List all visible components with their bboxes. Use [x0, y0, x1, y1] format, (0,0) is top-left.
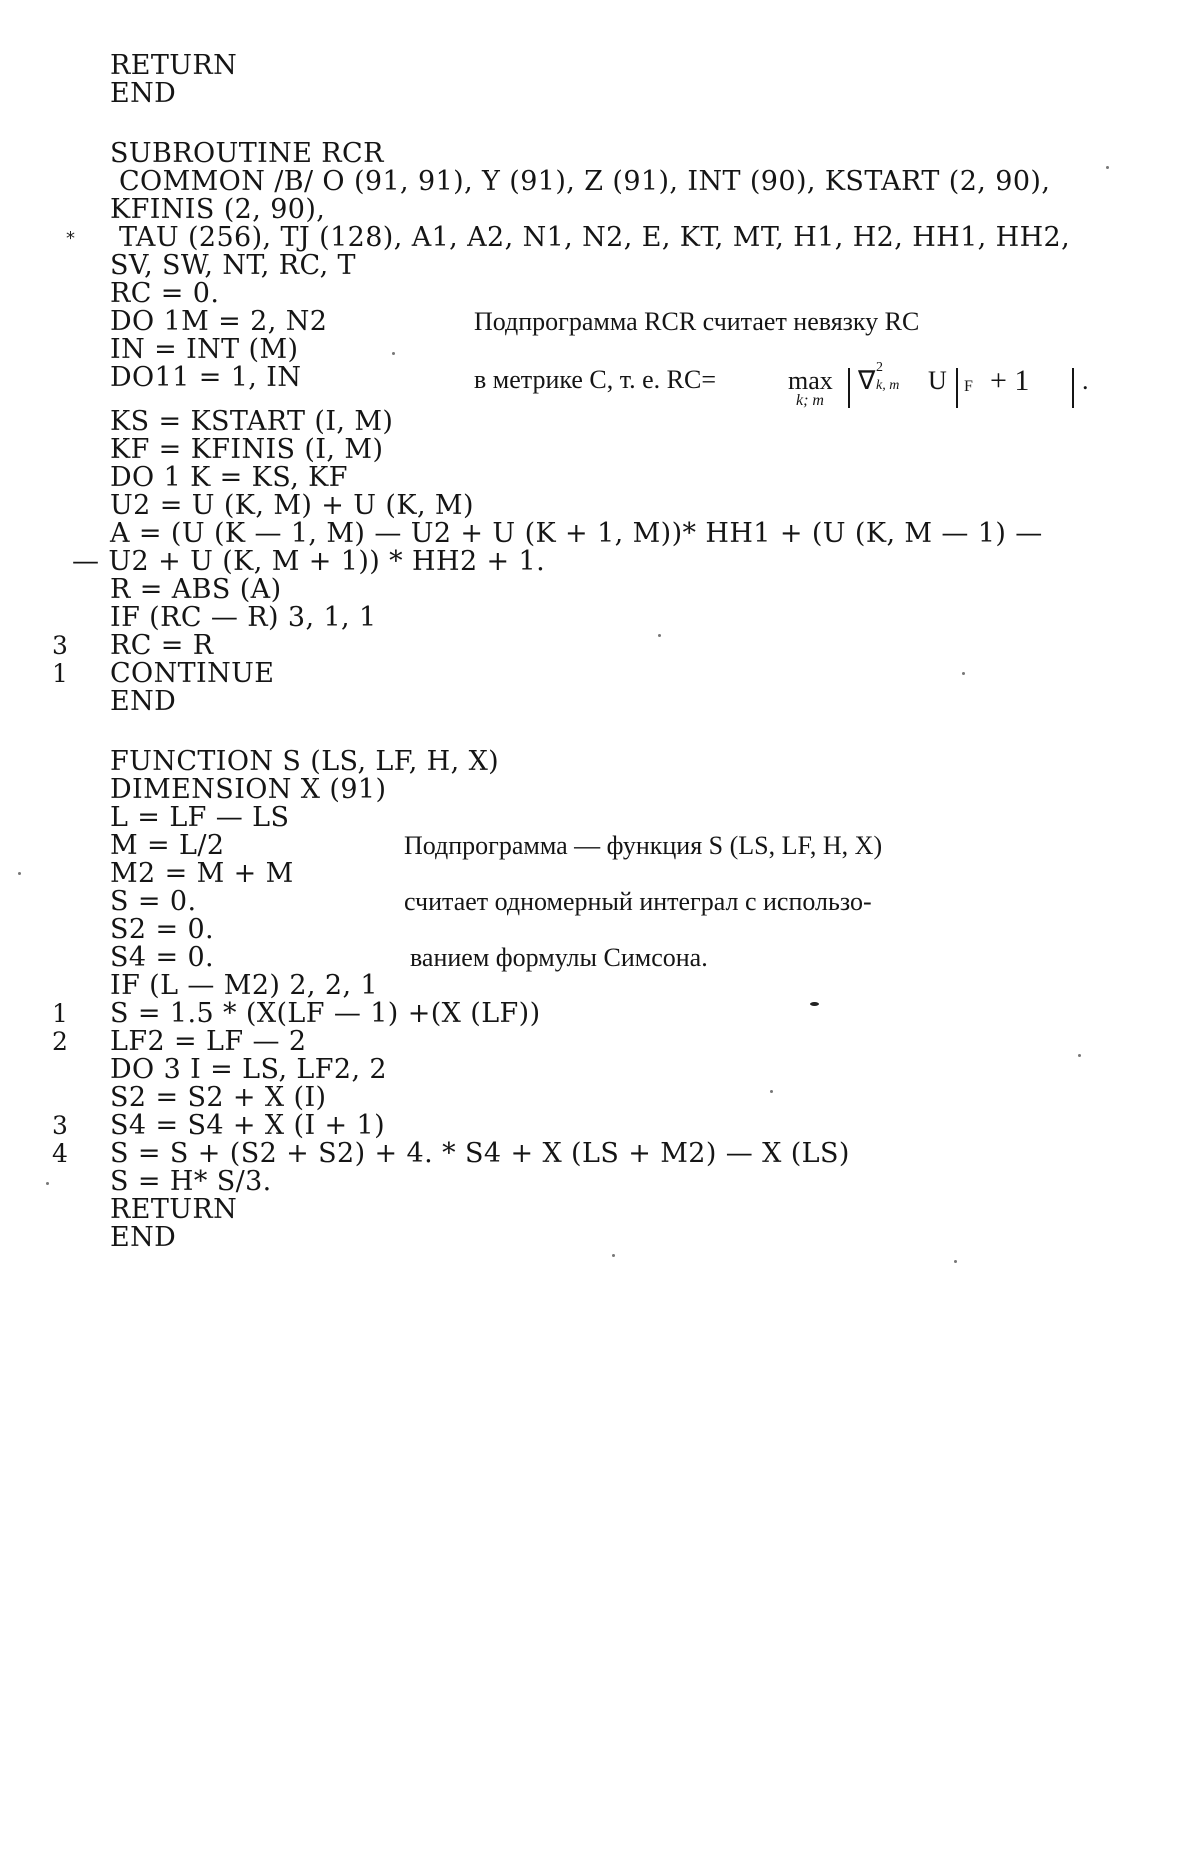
function-comment-line: считает одномерный интеграл с использо- — [404, 887, 872, 916]
statement-label: 4 — [52, 1139, 68, 1168]
code-line: KFINIS (2, 90), — [110, 194, 326, 225]
code-line: KS = KSTART (I, M) — [110, 406, 394, 437]
code-line: S4 = S4 + X (I + 1) — [110, 1110, 386, 1141]
formula-abs-bar — [956, 368, 958, 408]
code-line: U2 = U (K, M) + U (K, M) — [110, 490, 474, 521]
code-line: DO 1 K = KS, KF — [110, 462, 348, 493]
code-line: R = ABS (A) — [110, 574, 282, 605]
code-line: TAU (256), TJ (128), A1, A2, N1, N2, E, KT, MT, H1, H2, HH1, HH2, — [110, 222, 1071, 253]
formula-subscript: k, m — [876, 378, 900, 393]
code-line: IF (RC — R) 3, 1, 1 — [110, 602, 377, 633]
code-line: END — [110, 78, 177, 109]
function-comment-line: Подпрограмма — функция S (LS, LF, H, X) — [404, 831, 883, 860]
code-line: CONTINUE — [110, 658, 275, 689]
scan-speck — [1106, 166, 1109, 169]
scan-speck — [1078, 1054, 1081, 1057]
code-line: SV, SW, NT, RC, T — [110, 250, 356, 281]
code-line: FUNCTION S (LS, LF, H, X) — [110, 746, 500, 777]
statement-label: 3 — [52, 631, 68, 660]
code-line: END — [110, 686, 177, 717]
code-line: S = 0. — [110, 886, 197, 917]
function-comment-line: ванием формулы Симсона. — [410, 943, 708, 972]
scan-speck — [962, 672, 965, 675]
scan-speck — [18, 872, 21, 875]
formula-max-subscript: k; m — [796, 392, 824, 409]
code-line: — U2 + U (K, M + 1)) * HH2 + 1. — [72, 546, 546, 577]
code-line: DO11 = 1, IN — [110, 362, 302, 393]
code-line: S = 1.5 * (X(LF — 1) +(X (LF)) — [110, 998, 541, 1029]
scan-speck — [810, 1002, 819, 1006]
statement-label: 2 — [52, 1027, 68, 1056]
code-line: RC = 0. — [110, 278, 220, 309]
code-line: IN = INT (M) — [110, 334, 299, 365]
code-line: END — [110, 1222, 177, 1253]
scan-speck — [658, 634, 661, 637]
code-line: KF = KFINIS (I, M) — [110, 434, 384, 465]
rcr-comment-line: Подпрограмма RCR считает невязку RC — [474, 307, 920, 336]
formula-superscript: 2 — [876, 360, 883, 375]
scan-speck — [46, 1182, 49, 1185]
code-line: LF2 = LF — 2 — [110, 1026, 307, 1057]
rcr-comment-line: в метрике C, т. е. RC= — [474, 365, 717, 394]
formula-f-subscript: F — [964, 378, 973, 395]
scan-speck — [612, 1254, 615, 1257]
statement-label: 1 — [52, 659, 68, 688]
code-line: RETURN — [110, 50, 238, 81]
code-line: M = L/2 — [110, 830, 225, 861]
scan-speck — [392, 352, 395, 355]
formula-tail: + 1 — [990, 364, 1030, 397]
formula-nabla: ∇ — [858, 366, 876, 395]
code-line: S2 = S2 + X (I) — [110, 1082, 327, 1113]
code-line: SUBROUTINE RCR — [110, 138, 384, 169]
statement-label: 1 — [52, 999, 68, 1028]
code-line: L = LF — LS — [110, 802, 290, 833]
code-line: DO 1M = 2, N2 — [110, 306, 328, 337]
code-line: IF (L — M2) 2, 2, 1 — [110, 970, 379, 1001]
code-line: S = H* S/3. — [110, 1166, 272, 1197]
code-line: DIMENSION X (91) — [110, 774, 387, 805]
code-line: RETURN — [110, 1194, 238, 1225]
scan-speck — [954, 1260, 957, 1263]
formula-close-bar — [1072, 368, 1074, 408]
scan-speck — [770, 1090, 773, 1093]
formula-end: . — [1082, 366, 1089, 395]
code-line: M2 = M + M — [110, 858, 294, 889]
formula-norm-bar — [848, 368, 850, 408]
statement-label: 3 — [52, 1111, 68, 1140]
formula-u: U — [928, 366, 947, 395]
code-line: S = S + (S2 + S2) + 4. * S4 + X (LS + M2) — X (LS) — [110, 1138, 850, 1169]
formula-max: max — [788, 366, 833, 395]
code-line: S4 = 0. — [110, 942, 215, 973]
continuation-star-mark: * — [66, 228, 75, 249]
code-line: RC = R — [110, 630, 214, 661]
code-line: DO 3 I = LS, LF2, 2 — [110, 1054, 387, 1085]
code-line: A = (U (K — 1, M) — U2 + U (K + 1, M))* HH1 + (U (K, M — 1) — — [110, 518, 1043, 549]
code-line: S2 = 0. — [110, 914, 215, 945]
code-line: COMMON /B/ O (91, 91), Y (91), Z (91), INT (90), KSTART (2, 90), — [110, 166, 1051, 197]
